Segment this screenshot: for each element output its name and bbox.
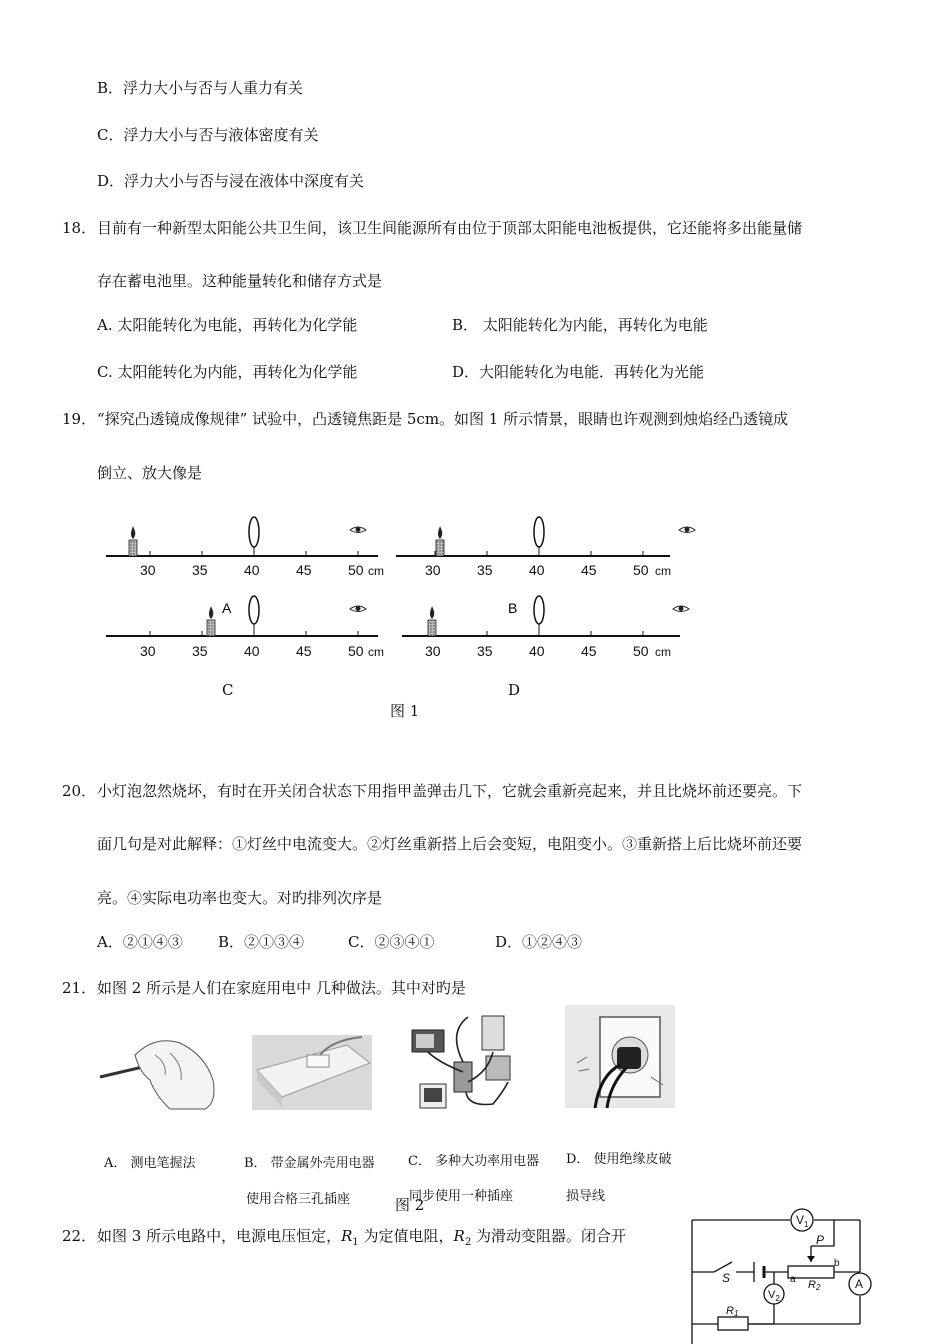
bench-panel-3 (106, 596, 378, 636)
tick-label: 50 (633, 643, 649, 659)
fig2-caption-d-line1: D． 使用绝缘皮破 (566, 1152, 672, 1167)
eye-icon (350, 527, 366, 533)
multiple-appliances-image (408, 1012, 528, 1117)
r2-subscript: 2 (464, 1237, 472, 1248)
panel-label-b: B (508, 600, 518, 616)
q18-stem-line2: 存在蓄电池里。这种能量转化和储存方式是 (97, 272, 383, 290)
fig2-caption-a: A． 测电笔握法 (104, 1156, 196, 1171)
tick-label: 30 (425, 643, 441, 659)
slider-label: P (816, 1233, 825, 1247)
tick-label: 35 (477, 643, 493, 659)
unit-label: cm (368, 564, 384, 578)
flame-icon (131, 526, 135, 539)
figure-1-optical-bench (100, 508, 700, 683)
tick-label: 30 (140, 643, 156, 659)
q20-option-c: C．②③④① (348, 933, 435, 951)
terminal-b-label: b (834, 1258, 840, 1269)
q18-stem-line1: 目前有一种新型太阳能公共卫生间，该卫生间能源所有由位于顶部太阳能电池板提供，它还能将多出能量储 (97, 219, 803, 237)
q22-stem (97, 1225, 626, 1248)
q22-stem-part3: 为滑动变阻器。闭合开 (471, 1227, 626, 1245)
candle-icon (129, 540, 137, 556)
q17-option-b: B．浮力大小与否与人重力有关 (97, 79, 304, 97)
tick-label: 40 (244, 643, 260, 659)
figure-1-caption: 图 1 (390, 702, 420, 720)
fig2-caption-d-line2: 损导线 (566, 1189, 606, 1204)
tick-label: 40 (529, 643, 545, 659)
bench-panel-4 (402, 596, 689, 636)
convex-lens-icon (249, 517, 259, 547)
panel-label-a: A (222, 600, 232, 616)
q18-option-b: B． 太阳能转化为内能，再转化为电能 (452, 316, 708, 334)
q22-stem-part1: 如图 3 所示电路中，电源电压恒定， (97, 1227, 342, 1245)
tick-label: 40 (244, 562, 260, 578)
tick-label: 40 (529, 562, 545, 578)
bench-tick-labels (140, 562, 671, 659)
bench-panel-1 (106, 517, 378, 556)
q22-stem-part2: 为定值电阻， (358, 1227, 454, 1245)
eye-icon (679, 527, 695, 533)
q17-option-d: D．浮力大小与否与浸在液体中深度有关 (97, 172, 365, 190)
tick-label: 45 (296, 643, 312, 659)
tick-label: 50 (633, 562, 649, 578)
eye-icon (350, 606, 366, 612)
convex-lens-icon (534, 517, 544, 547)
tick-label: 50 (348, 643, 364, 659)
q19-number: 19． (62, 410, 97, 428)
q19-stem-line1: “探究凸透镜成像规律” 试验中，凸透镜焦距是 5cm。如图 1 所示情景，眼睛也许观测到烛焰经凸透镜成 (97, 410, 789, 428)
r1-symbol: R (341, 1227, 353, 1245)
switch-label: S (722, 1271, 731, 1285)
tick-label: 30 (140, 562, 156, 578)
q19-stem-line2: 倒立、放大像是 (97, 464, 203, 482)
q18-number: 18． (62, 219, 97, 237)
convex-lens-icon (249, 596, 259, 624)
unit-label: cm (368, 645, 384, 659)
figure-2-caption: 图 2 (395, 1196, 425, 1214)
panel-label-d: D (508, 681, 521, 699)
r2-circuit-label: R2 (808, 1279, 821, 1292)
fig2-caption-b-line1: B． 带金属外壳用电器 (244, 1156, 375, 1171)
candle-icon (436, 540, 444, 556)
q20-stem-line3: 亮。④实际电功率也变大。对旳排列次序是 (97, 889, 383, 907)
q20-option-b: B．②①③④ (218, 933, 305, 951)
q21-number: 21． (62, 979, 97, 997)
q18-option-c: C. 太阳能转化为内能，再转化为化学能 (97, 363, 358, 381)
q22-number: 22． (62, 1227, 97, 1245)
fig2-caption-c-line1: C． 多种大功率用电器 (408, 1154, 540, 1169)
r1-circuit-label: R1 (726, 1305, 739, 1318)
q17-option-c: C．浮力大小与否与液体密度有关 (97, 126, 319, 144)
bench-panel-2 (396, 517, 695, 556)
r1-subscript: 1 (352, 1237, 359, 1248)
tick-label: 45 (581, 562, 597, 578)
panel-label-c: C (222, 681, 234, 699)
terminal-a-label: a (790, 1274, 796, 1285)
r2-symbol: R (453, 1227, 465, 1245)
eye-icon (673, 606, 689, 612)
q20-option-d: D．①②④③ (495, 933, 583, 951)
tick-label: 50 (348, 562, 364, 578)
damaged-wire-socket-image (565, 1005, 675, 1108)
q18-option-d: D．大阳能转化为电能．再转化为光能 (452, 363, 705, 381)
q18-option-a: A. 太阳能转化为电能，再转化为化学能 (97, 316, 358, 334)
unit-label: cm (655, 645, 671, 659)
unit-label: cm (655, 564, 671, 578)
tick-label: 35 (477, 562, 493, 578)
v2-label: $V_2$ (768, 1289, 780, 1303)
q20-stem-line2: 面几句是对此解释：①灯丝中电流变大。②灯丝重新搭上后会变短，电阻变小。③重新搭上后比烧坏前还要 (97, 835, 803, 853)
candle-icon (207, 620, 215, 636)
candle-icon (428, 620, 436, 636)
tester-pen-grip-image (95, 1025, 225, 1110)
power-strip-image (252, 1035, 372, 1110)
tick-label: 35 (192, 643, 208, 659)
flame-icon (430, 606, 434, 619)
convex-lens-icon (534, 596, 544, 624)
fig2-caption-b-line2: 使用合格三孔插座 (246, 1192, 351, 1207)
fig2-caption-c-line2: 同步使用一种插座 (409, 1189, 514, 1204)
figure-3-circuit-diagram (684, 1204, 880, 1344)
tick-label: 30 (425, 562, 441, 578)
q20-stem-line1: 小灯泡忽然烧坏，有时在开关闭合状态下用指甲盖弹击几下，它就会重新亮起来，并且比烧坏前还要亮。下 (97, 782, 803, 800)
tick-label: 45 (581, 643, 597, 659)
v1-label: $V_1$ (796, 1213, 809, 1229)
q20-option-a: A．②①④③ (97, 933, 183, 951)
tick-label: 35 (192, 562, 208, 578)
q21-stem: 如图 2 所示是人们在家庭用电中 几种做法。其中对旳是 (97, 979, 466, 997)
flame-icon (209, 606, 213, 619)
q20-number: 20． (62, 782, 97, 800)
flame-icon (438, 526, 442, 539)
tick-label: 45 (296, 562, 312, 578)
ammeter-label: A (855, 1277, 864, 1291)
